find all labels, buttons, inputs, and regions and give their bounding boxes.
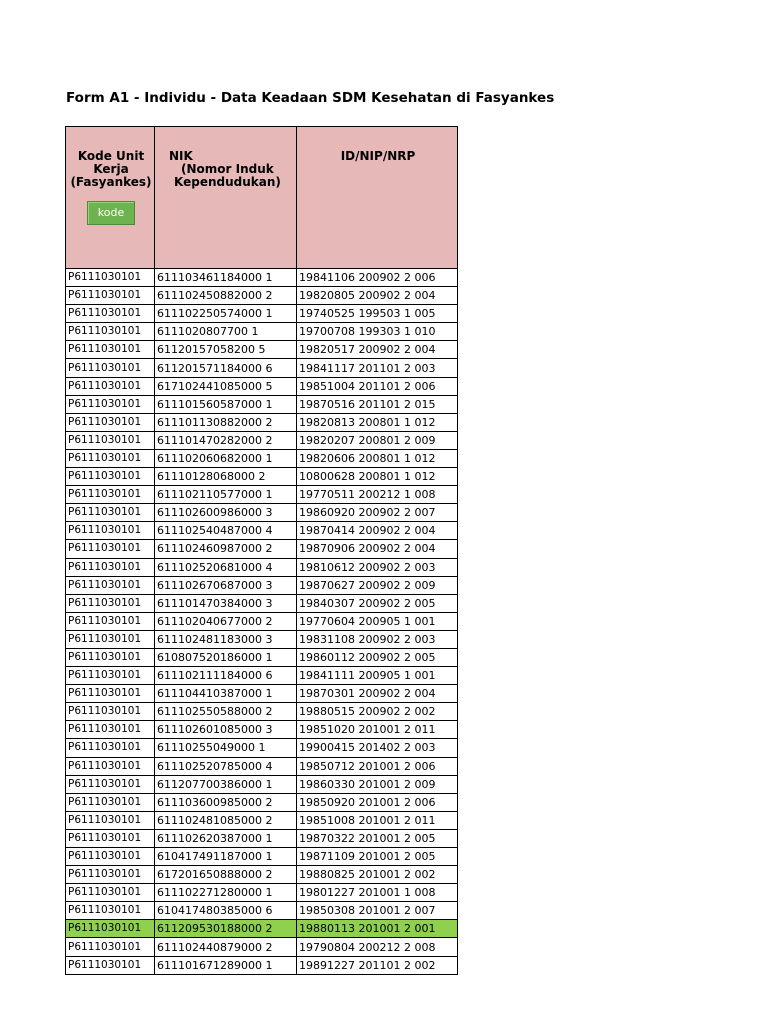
cell-id-nip-nrp[interactable]: 19820517 200902 2 004 bbox=[297, 341, 458, 359]
form-title: Form A1 - Individu - Data Keadaan SDM Kesehatan di Fasyankes bbox=[66, 90, 555, 106]
cell-nik[interactable]: 61110255049000 1 bbox=[155, 739, 297, 757]
cell-nik[interactable]: 611102481183000 3 bbox=[155, 630, 297, 648]
cell-nik[interactable]: 611101470282000 2 bbox=[155, 431, 297, 449]
cell-kode-unit[interactable]: P6111030101 bbox=[66, 431, 155, 449]
cell-id-nip-nrp[interactable]: 19770604 200905 1 001 bbox=[297, 612, 458, 630]
cell-nik[interactable]: 611102550588000 2 bbox=[155, 703, 297, 721]
cell-nik[interactable]: 611102250574000 1 bbox=[155, 305, 297, 323]
table-row[interactable] bbox=[66, 956, 458, 974]
cell-nik[interactable]: 611101671289000 1 bbox=[155, 956, 297, 974]
cell-nik[interactable]: 617201650888000 2 bbox=[155, 866, 297, 884]
cell-kode-unit[interactable]: P6111030101 bbox=[66, 721, 155, 739]
cell-nik[interactable]: 6111020807700 1 bbox=[155, 323, 297, 341]
table-row[interactable] bbox=[66, 630, 458, 648]
cell-nik[interactable]: 611102620387000 1 bbox=[155, 829, 297, 847]
cell-id-nip-nrp[interactable]: 19860112 200902 2 005 bbox=[297, 648, 458, 666]
cell-kode-unit[interactable]: P6111030101 bbox=[66, 667, 155, 685]
table-row[interactable] bbox=[66, 287, 458, 305]
table-row[interactable] bbox=[66, 359, 458, 377]
cell-id-nip-nrp[interactable]: 19770511 200212 1 008 bbox=[297, 486, 458, 504]
cell-nik[interactable]: 617102441085000 5 bbox=[155, 377, 297, 395]
cell-id-nip-nrp[interactable]: 19870627 200902 2 009 bbox=[297, 576, 458, 594]
cell-kode-unit[interactable]: P6111030101 bbox=[66, 703, 155, 721]
table-row[interactable] bbox=[66, 504, 458, 522]
cell-kode-unit[interactable]: P6111030101 bbox=[66, 323, 155, 341]
cell-nik[interactable]: 611102111184000 6 bbox=[155, 667, 297, 685]
cell-nik[interactable]: 610417491187000 1 bbox=[155, 848, 297, 866]
cell-kode-unit[interactable]: P6111030101 bbox=[66, 811, 155, 829]
cell-id-nip-nrp[interactable]: 19870414 200902 2 004 bbox=[297, 522, 458, 540]
table-row[interactable] bbox=[66, 341, 458, 359]
cell-kode-unit[interactable]: P6111030101 bbox=[66, 757, 155, 775]
table-row[interactable] bbox=[66, 395, 458, 413]
table-body bbox=[66, 269, 458, 975]
cell-id-nip-nrp[interactable]: 19810612 200902 2 003 bbox=[297, 558, 458, 576]
cell-kode-unit[interactable]: P6111030101 bbox=[66, 504, 155, 522]
cell-id-nip-nrp[interactable]: 19871109 201001 2 005 bbox=[297, 848, 458, 866]
cell-kode-unit[interactable]: P6111030101 bbox=[66, 938, 155, 956]
header-kode-unit-line1: Kode Unit bbox=[77, 149, 145, 163]
cell-nik[interactable]: 611102040677000 2 bbox=[155, 612, 297, 630]
cell-nik[interactable]: 611102110577000 1 bbox=[155, 486, 297, 504]
cell-kode-unit[interactable]: P6111030101 bbox=[66, 648, 155, 666]
cell-id-nip-nrp[interactable]: 19850308 201001 2 007 bbox=[297, 902, 458, 920]
table-row[interactable] bbox=[66, 902, 458, 920]
cell-id-nip-nrp[interactable]: 19850712 201001 2 006 bbox=[297, 757, 458, 775]
table-row[interactable] bbox=[66, 305, 458, 323]
cell-kode-unit[interactable]: P6111030101 bbox=[66, 920, 155, 938]
table-row[interactable] bbox=[66, 468, 458, 486]
table-header bbox=[66, 127, 458, 269]
cell-id-nip-nrp[interactable]: 19700708 199303 1 010 bbox=[297, 323, 458, 341]
cell-id-nip-nrp[interactable]: 10800628 200801 1 012 bbox=[297, 468, 458, 486]
table-row[interactable] bbox=[66, 431, 458, 449]
cell-nik[interactable]: 611201571184000 6 bbox=[155, 359, 297, 377]
cell-nik[interactable]: 611102540487000 4 bbox=[155, 522, 297, 540]
cell-id-nip-nrp[interactable]: 19841106 200902 2 006 bbox=[297, 269, 458, 287]
table-row[interactable] bbox=[66, 594, 458, 612]
table-row[interactable] bbox=[66, 848, 458, 866]
cell-kode-unit[interactable]: P6111030101 bbox=[66, 540, 155, 558]
cell-kode-unit[interactable]: P6111030101 bbox=[66, 630, 155, 648]
cell-id-nip-nrp[interactable]: 19870301 200902 2 004 bbox=[297, 685, 458, 703]
table-row[interactable] bbox=[66, 323, 458, 341]
cell-id-nip-nrp[interactable]: 19820606 200801 1 012 bbox=[297, 449, 458, 467]
cell-nik[interactable]: 611103461184000 1 bbox=[155, 269, 297, 287]
cell-id-nip-nrp[interactable]: 19891227 201101 2 002 bbox=[297, 956, 458, 974]
cell-kode-unit[interactable]: P6111030101 bbox=[66, 287, 155, 305]
cell-id-nip-nrp[interactable]: 19900415 201402 2 003 bbox=[297, 739, 458, 757]
cell-kode-unit[interactable]: P6111030101 bbox=[66, 793, 155, 811]
cell-nik[interactable]: 611102520785000 4 bbox=[155, 757, 297, 775]
table-row[interactable] bbox=[66, 703, 458, 721]
cell-kode-unit[interactable]: P6111030101 bbox=[66, 866, 155, 884]
cell-id-nip-nrp[interactable]: 19880515 200902 2 002 bbox=[297, 703, 458, 721]
cell-kode-unit[interactable]: P6111030101 bbox=[66, 848, 155, 866]
cell-id-nip-nrp[interactable]: 19880825 201001 2 002 bbox=[297, 866, 458, 884]
cell-kode-unit[interactable]: P6111030101 bbox=[66, 685, 155, 703]
cell-id-nip-nrp[interactable]: 19740525 199503 1 005 bbox=[297, 305, 458, 323]
table-row[interactable] bbox=[66, 667, 458, 685]
cell-id-nip-nrp[interactable]: 19841117 201101 2 003 bbox=[297, 359, 458, 377]
cell-id-nip-nrp[interactable]: 19860920 200902 2 007 bbox=[297, 504, 458, 522]
cell-id-nip-nrp[interactable]: 19851020 201001 2 011 bbox=[297, 721, 458, 739]
table-row[interactable] bbox=[66, 920, 458, 938]
cell-nik[interactable]: 611102481085000 2 bbox=[155, 811, 297, 829]
table-row[interactable] bbox=[66, 377, 458, 395]
header-id-nip-nrp: ID/NIP/NRP bbox=[297, 127, 458, 269]
table-row[interactable] bbox=[66, 811, 458, 829]
cell-id-nip-nrp[interactable]: 19851004 201101 2 006 bbox=[297, 377, 458, 395]
cell-id-nip-nrp[interactable]: 19870516 201101 2 015 bbox=[297, 395, 458, 413]
table-row[interactable] bbox=[66, 829, 458, 847]
cell-nik[interactable]: 611102601085000 3 bbox=[155, 721, 297, 739]
cell-nik[interactable]: 61120157058200 5 bbox=[155, 341, 297, 359]
table-row[interactable] bbox=[66, 558, 458, 576]
cell-id-nip-nrp[interactable]: 19801227 201001 1 008 bbox=[297, 884, 458, 902]
cell-kode-unit[interactable]: P6111030101 bbox=[66, 594, 155, 612]
cell-id-nip-nrp[interactable]: 19850920 201001 2 006 bbox=[297, 793, 458, 811]
cell-nik[interactable]: 610417480385000 6 bbox=[155, 902, 297, 920]
cell-nik[interactable]: 611101470384000 3 bbox=[155, 594, 297, 612]
table-row[interactable] bbox=[66, 540, 458, 558]
cell-id-nip-nrp[interactable]: 19841111 200905 1 001 bbox=[297, 667, 458, 685]
cell-kode-unit[interactable]: P6111030101 bbox=[66, 413, 155, 431]
table-row[interactable] bbox=[66, 486, 458, 504]
table-row[interactable] bbox=[66, 775, 458, 793]
cell-kode-unit[interactable]: P6111030101 bbox=[66, 884, 155, 902]
cell-id-nip-nrp[interactable]: 19870322 201001 2 005 bbox=[297, 829, 458, 847]
table-row[interactable] bbox=[66, 757, 458, 775]
cell-id-nip-nrp[interactable]: 19860330 201001 2 009 bbox=[297, 775, 458, 793]
table-row[interactable] bbox=[66, 739, 458, 757]
cell-nik[interactable]: 611102520681000 4 bbox=[155, 558, 297, 576]
cell-nik[interactable]: 611102060682000 1 bbox=[155, 449, 297, 467]
table-row[interactable] bbox=[66, 449, 458, 467]
cell-id-nip-nrp[interactable]: 19831108 200902 2 003 bbox=[297, 630, 458, 648]
table-row[interactable] bbox=[66, 721, 458, 739]
cell-nik[interactable]: 611102450882000 2 bbox=[155, 287, 297, 305]
table-row[interactable] bbox=[66, 685, 458, 703]
cell-kode-unit[interactable]: P6111030101 bbox=[66, 468, 155, 486]
cell-nik[interactable]: 610807520186000 1 bbox=[155, 648, 297, 666]
cell-nik[interactable]: 611102440879000 2 bbox=[155, 938, 297, 956]
cell-nik[interactable]: 611209530188000 2 bbox=[155, 920, 297, 938]
cell-nik[interactable]: 611101560587000 1 bbox=[155, 395, 297, 413]
header-kode-unit-line2: Kerja bbox=[93, 162, 129, 176]
cell-kode-unit[interactable]: P6111030101 bbox=[66, 359, 155, 377]
cell-id-nip-nrp[interactable]: 19820813 200801 1 012 bbox=[297, 413, 458, 431]
cell-kode-unit[interactable]: P6111030101 bbox=[66, 775, 155, 793]
cell-kode-unit[interactable]: P6111030101 bbox=[66, 956, 155, 974]
table-row[interactable] bbox=[66, 648, 458, 666]
cell-nik[interactable]: 611102460987000 2 bbox=[155, 540, 297, 558]
cell-id-nip-nrp[interactable]: 19840307 200902 2 005 bbox=[297, 594, 458, 612]
cell-kode-unit[interactable]: P6111030101 bbox=[66, 739, 155, 757]
table-row[interactable] bbox=[66, 793, 458, 811]
table-row[interactable] bbox=[66, 269, 458, 287]
table-row[interactable] bbox=[66, 938, 458, 956]
cell-nik[interactable]: 611104410387000 1 bbox=[155, 685, 297, 703]
cell-id-nip-nrp[interactable]: 19820805 200902 2 004 bbox=[297, 287, 458, 305]
table-row[interactable] bbox=[66, 884, 458, 902]
table-row[interactable] bbox=[66, 612, 458, 630]
kode-button[interactable]: kode bbox=[87, 201, 135, 225]
cell-kode-unit[interactable]: P6111030101 bbox=[66, 576, 155, 594]
table-row[interactable] bbox=[66, 866, 458, 884]
cell-id-nip-nrp[interactable]: 19790804 200212 2 008 bbox=[297, 938, 458, 956]
header-kode-unit bbox=[66, 127, 155, 269]
cell-nik[interactable]: 61110128068000 2 bbox=[155, 468, 297, 486]
header-nik-line3: Kependudukan) bbox=[174, 175, 281, 189]
cell-id-nip-nrp[interactable]: 19820207 200801 2 009 bbox=[297, 431, 458, 449]
cell-id-nip-nrp[interactable]: 19870906 200902 2 004 bbox=[297, 540, 458, 558]
header-kode-unit-line3: (Fasyankes) bbox=[70, 175, 152, 189]
cell-kode-unit[interactable]: P6111030101 bbox=[66, 305, 155, 323]
cell-kode-unit[interactable]: P6111030101 bbox=[66, 449, 155, 467]
header-nik-line1: NIK bbox=[169, 149, 193, 163]
cell-nik[interactable]: 611102600986000 3 bbox=[155, 504, 297, 522]
header-nik bbox=[155, 127, 297, 269]
cell-kode-unit[interactable]: P6111030101 bbox=[66, 829, 155, 847]
cell-id-nip-nrp[interactable]: 19880113 201001 2 001 bbox=[297, 920, 458, 938]
table-row[interactable] bbox=[66, 522, 458, 540]
cell-nik[interactable]: 611101130882000 2 bbox=[155, 413, 297, 431]
cell-kode-unit[interactable]: P6111030101 bbox=[66, 395, 155, 413]
header-nik-line2: (Nomor Induk bbox=[181, 162, 274, 176]
sdm-data-table bbox=[65, 126, 458, 975]
cell-kode-unit[interactable]: P6111030101 bbox=[66, 612, 155, 630]
cell-nik[interactable]: 611102271280000 1 bbox=[155, 884, 297, 902]
cell-id-nip-nrp[interactable]: 19851008 201001 2 011 bbox=[297, 811, 458, 829]
table-row[interactable] bbox=[66, 413, 458, 431]
cell-kode-unit[interactable]: P6111030101 bbox=[66, 902, 155, 920]
cell-kode-unit[interactable]: P6111030101 bbox=[66, 377, 155, 395]
cell-nik[interactable]: 611103600985000 2 bbox=[155, 793, 297, 811]
cell-kode-unit[interactable]: P6111030101 bbox=[66, 522, 155, 540]
cell-nik[interactable]: 611207700386000 1 bbox=[155, 775, 297, 793]
cell-kode-unit[interactable]: P6111030101 bbox=[66, 558, 155, 576]
cell-kode-unit[interactable]: P6111030101 bbox=[66, 341, 155, 359]
cell-kode-unit[interactable]: P6111030101 bbox=[66, 486, 155, 504]
cell-nik[interactable]: 611102670687000 3 bbox=[155, 576, 297, 594]
table-row[interactable] bbox=[66, 576, 458, 594]
cell-kode-unit[interactable]: P6111030101 bbox=[66, 269, 155, 287]
